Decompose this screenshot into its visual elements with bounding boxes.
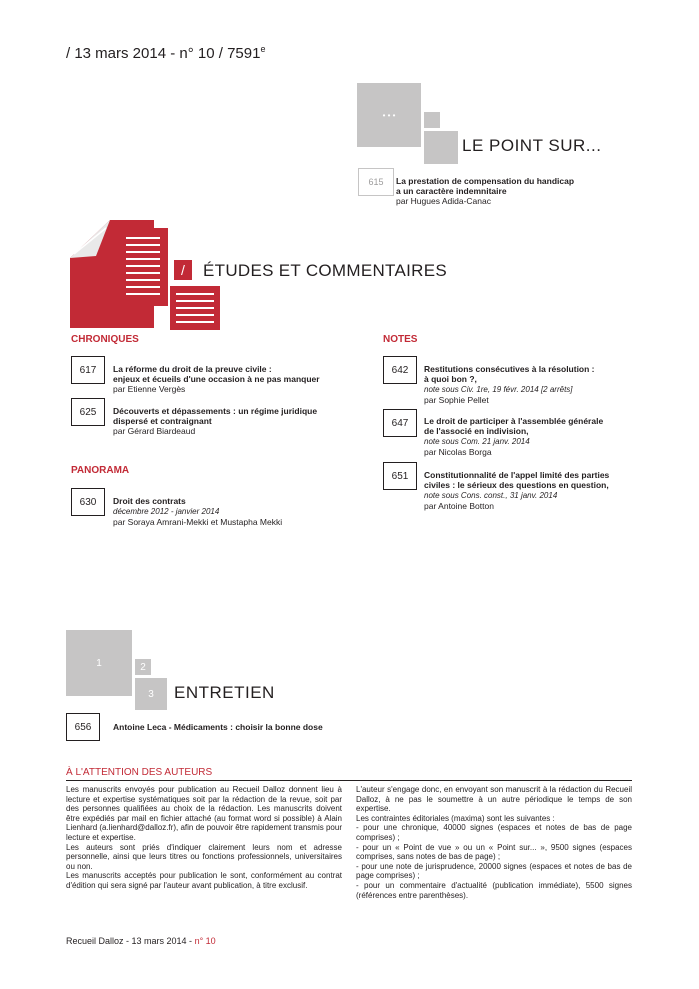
entry-note: note sous Cons. const., 31 janv. 2014: [424, 491, 558, 500]
entry-author: par Hugues Adida-Canac: [396, 196, 491, 206]
note-num[interactable]: 642: [383, 356, 417, 384]
entretien-num[interactable]: 656: [66, 713, 100, 741]
entry-title: Le droit de participer à l'assemblée générale: [424, 416, 604, 426]
attention-paragraph: - pour un commentaire d'actualité (publication immédiate), 5500 signes (références entre parenthèses).: [356, 880, 632, 900]
entry-title: Découverts et dépassements : un régime juridique: [113, 406, 318, 416]
entry-title-2: de l'associé en indivision,: [424, 426, 529, 436]
point-sur-num[interactable]: 615: [358, 168, 394, 196]
dots-icon: • • •: [382, 110, 396, 120]
attention-divider: [66, 780, 632, 781]
entry-title: Antoine Leca - Médicaments : choisir la bonne dose: [113, 722, 323, 732]
entry-title-2: dispersé et contraignant: [113, 416, 212, 426]
chroniques-heading: CHRONIQUES: [71, 334, 139, 345]
page-footer: [66, 936, 216, 946]
entry-title-2: enjeux et écueils d'une occasion à ne pas manquer: [113, 374, 320, 384]
attention-heading: À L'ATTENTION DES AUTEURS: [66, 767, 213, 778]
entry-title: Droit des contrats: [113, 496, 186, 506]
issue-header: [66, 44, 265, 62]
entry-note: note sous Com. 21 janv. 2014: [424, 437, 530, 446]
entretien-box-3: 3: [135, 678, 167, 710]
attention-left-column: [66, 785, 342, 891]
chronique-entry[interactable]: [113, 406, 353, 436]
attention-paragraph: Les contraintes éditoriales (maxima) sont les suivantes :: [356, 813, 555, 823]
attention-paragraph: L'auteur s'engage donc, en envoyant son manuscrit à la rédaction du Recueil Dalloz, à ne pas le soumettre à un autre périodique le temps de son expertise.: [356, 785, 632, 814]
point-sur-entry[interactable]: [396, 176, 626, 206]
notes-heading: NOTES: [383, 334, 418, 345]
attention-paragraph: - pour un « Point de vue » ou un « Point sur... », 9500 signes (espaces comprises, sans notes de bas de page) ;: [356, 842, 632, 862]
entretien-title: ENTRETIEN: [174, 683, 275, 702]
note-entry[interactable]: [424, 470, 654, 511]
chronique-num[interactable]: 625: [71, 398, 105, 426]
entry-title: Restitutions consécutives à la résolution :: [424, 364, 595, 374]
panorama-entry[interactable]: [113, 496, 373, 527]
entretien-entry[interactable]: [113, 722, 413, 732]
point-sur-title: LE POINT SUR...: [462, 136, 602, 155]
note-num[interactable]: 651: [383, 462, 417, 490]
entry-title-2: a un caractère indemnitaire: [396, 186, 507, 196]
entry-author: par Etienne Vergès: [113, 384, 186, 394]
attention-paragraph: - pour une note de jurisprudence, 20000 signes (espaces et notes de bas de page comprises) ;: [356, 861, 632, 881]
issue-sup: e: [260, 44, 266, 54]
entry-author: par Sophie Pellet: [424, 395, 489, 405]
footer-text: Recueil Dalloz - 13 mars 2014 -: [66, 936, 195, 946]
note-entry[interactable]: [424, 364, 654, 405]
panorama-num[interactable]: 630: [71, 488, 105, 516]
attention-paragraph: Les auteurs sont priés d'indiquer clairement leurs nom et adresse personnelle, ainsi que leurs titres ou fonctions professionnels, universitaires ou non.: [66, 842, 342, 871]
entry-author: par Antoine Botton: [424, 501, 494, 511]
attention-right-column: [356, 785, 632, 900]
entry-author: par Gérard Biardeaud: [113, 426, 196, 436]
note-entry[interactable]: [424, 416, 654, 457]
entry-title: Constitutionnalité de l'appel limité des parties: [424, 470, 610, 480]
entry-title: La prestation de compensation du handicap: [396, 176, 575, 186]
entry-title-2: civiles : le sérieux des questions en question,: [424, 480, 609, 490]
documents-icon: [66, 216, 222, 332]
point-sur-small-square: [424, 112, 440, 128]
etudes-slash-badge: /: [174, 260, 192, 280]
entry-date: décembre 2012 - janvier 2014: [113, 507, 220, 516]
point-sur-big-square: [357, 83, 421, 147]
etudes-title: ÉTUDES ET COMMENTAIRES: [203, 261, 447, 280]
entry-author: par Soraya Amrani-Mekki et Mustapha Mekki: [113, 517, 283, 527]
issue-text: / 13 mars 2014 - n° 10 / 7591: [66, 45, 261, 62]
note-num[interactable]: 647: [383, 409, 417, 437]
entry-title-2: à quoi bon ?,: [424, 374, 477, 384]
chronique-entry[interactable]: [113, 364, 353, 394]
attention-paragraph: - pour une chronique, 40000 signes (espaces et notes de bas de page comprises) ;: [356, 823, 632, 842]
entry-note: note sous Civ. 1re, 19 févr. 2014 [2 arrêts]: [424, 385, 573, 394]
entretien-box-2: 2: [135, 659, 151, 675]
point-sur-mid-square: [424, 131, 458, 164]
entry-author: par Nicolas Borga: [424, 447, 492, 457]
entry-title: La réforme du droit de la preuve civile :: [113, 364, 272, 374]
chronique-num[interactable]: 617: [71, 356, 105, 384]
attention-paragraph: Les manuscrits acceptés pour publication le sont, conformément au contrat d'édition qui sera signé par l'auteur avant publication, à titre exclusif.: [66, 871, 342, 890]
attention-paragraph: Les manuscrits envoyés pour publication au Recueil Dalloz donnent lieu à lecture et expertise systématiques soit par la rédaction de la revue, soit par des personnes qualifiées au choix de la rédaction. Les manuscrits doivent être expédiés par mail en fichier attaché (au format word si possible) à Alain Lienhard (a.lienhard@dalloz.fr), afin de pouvoir être rapidement transmis pour lecture et expertise.: [66, 785, 342, 842]
footer-issue-number: n° 10: [194, 936, 216, 946]
entretien-box-1: 1: [66, 630, 132, 696]
panorama-heading: PANORAMA: [71, 465, 130, 476]
